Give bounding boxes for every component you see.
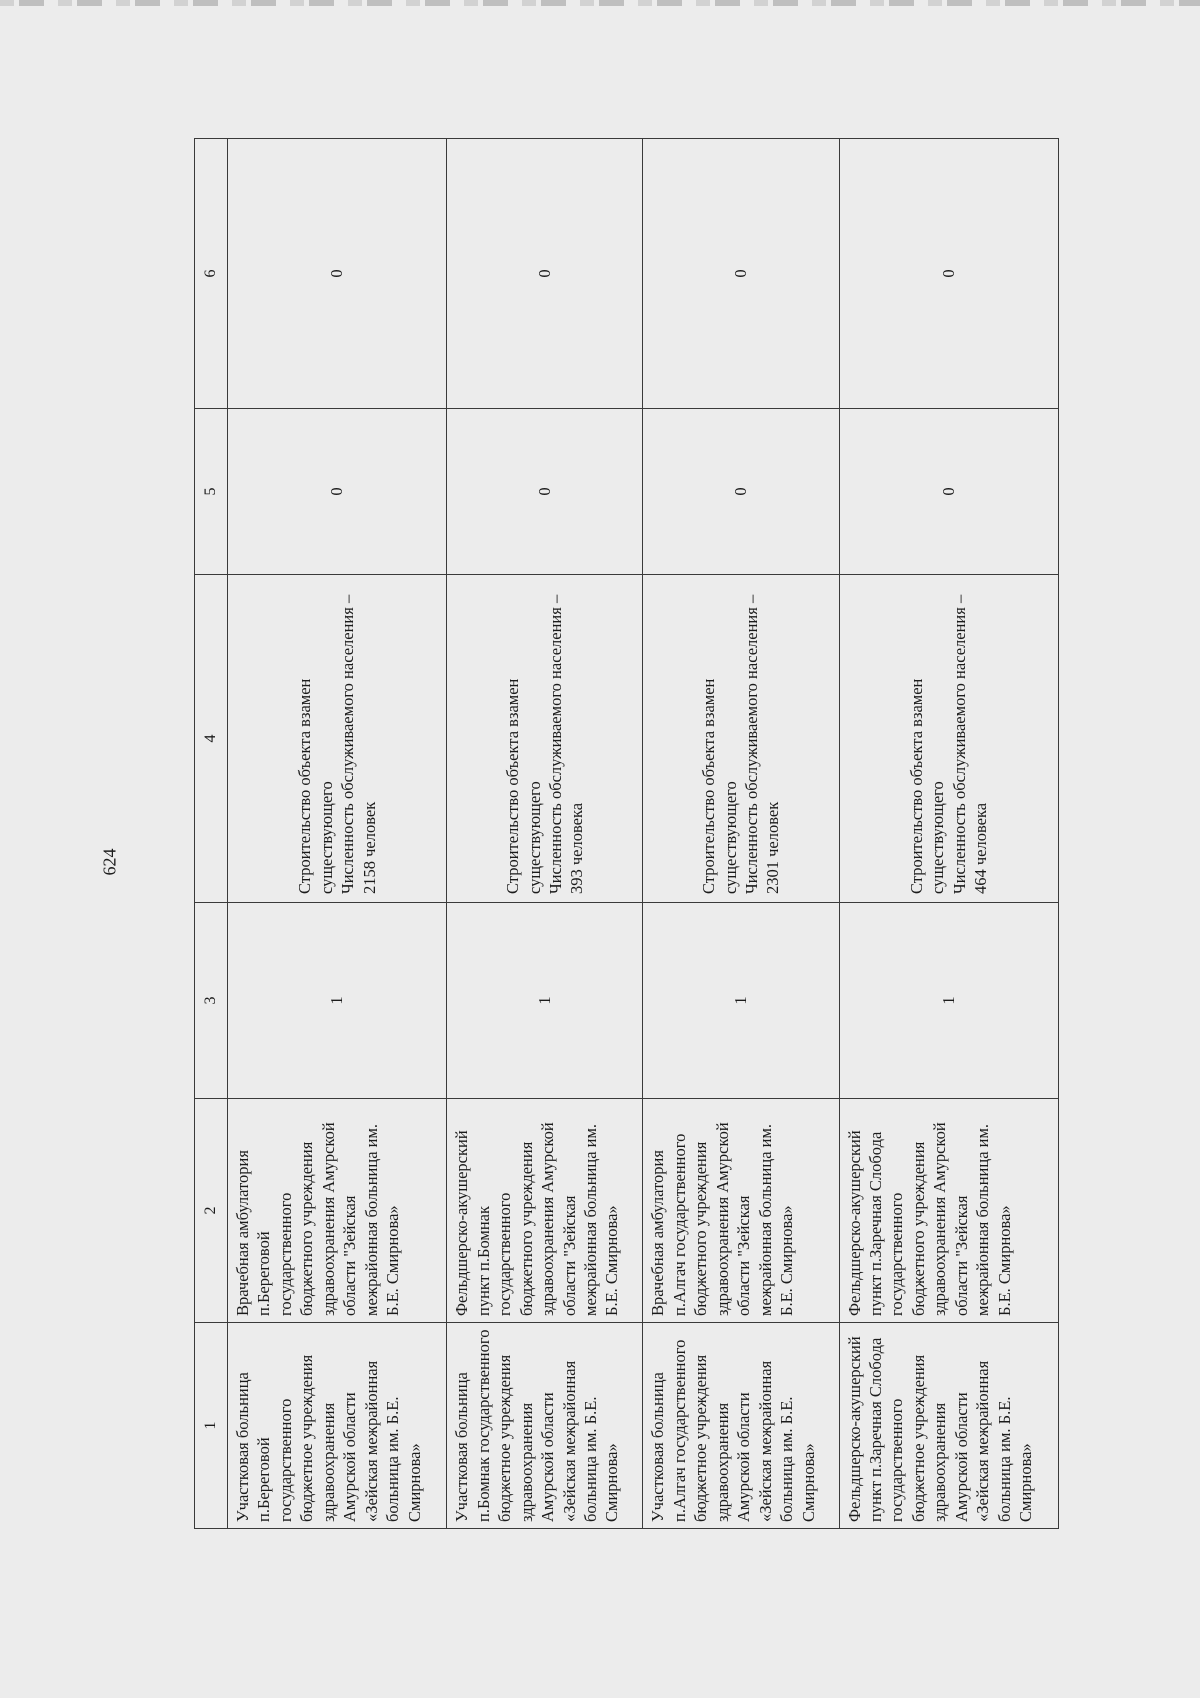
value-cell: 0	[839, 139, 1058, 409]
column-header: 2	[195, 1099, 228, 1323]
value-cell: 0	[643, 409, 839, 575]
description-cell	[228, 575, 447, 903]
description-line: Численность обслуживаемого населения – 393 человека	[545, 594, 587, 894]
value-cell: 0	[228, 409, 447, 575]
description-cell	[839, 575, 1058, 903]
scan-edge-artifact	[0, 0, 1200, 6]
facility-name-cell: Участковая больница п.Бомнак государственного бюджетное учреждения здравоохранения Амурской области «Зейская межрайонная больница им. Б.Е. Смирнова»	[447, 1323, 643, 1529]
facility-name-cell: Участковая больница п.Береговой государственного бюджетное учреждения здравоохранения Амурской области «Зейская межрайонная больница им. Б.Е. Смирнова»	[228, 1323, 447, 1529]
new-facility-name-cell: Фельдшерско-акушерский пункт п.Бомнак государственного бюджетного учреждения здравоохранения Амурской области "Зейская межрайонная больница им. Б.Е. Смирнова»	[447, 1099, 643, 1323]
value-cell: 0	[447, 409, 643, 575]
description-line: Численность обслуживаемого населения – 2301 человек	[742, 594, 783, 894]
table-row	[228, 139, 447, 1529]
table-header-row	[195, 139, 228, 1529]
column-header: 4	[195, 575, 228, 903]
column-header: 1	[195, 1323, 228, 1529]
column-header: 5	[195, 409, 228, 575]
description-cell	[643, 575, 839, 903]
value-cell: 0	[643, 139, 839, 409]
description-line: Численность обслуживаемого населения – 464 человека	[949, 594, 991, 894]
description-line: Строительство объекта взамен существующего	[699, 678, 740, 894]
description-line: Строительство объекта взамен существующего	[295, 678, 336, 894]
table-row	[839, 139, 1058, 1529]
page-number: 624	[99, 848, 120, 876]
facility-name-cell: Участковая больница п.Алгач государственного бюджетное учреждения здравоохранения Амурской области «Зейская межрайонная больница им. Б.Е. Смирнова»	[643, 1323, 839, 1529]
new-facility-name-cell: Врачебная амбулатория п.Алгач государственного бюджетного учреждения здравоохранения Амурской области "Зейская межрайонная больница им. Б.Е. Смирнова»	[643, 1099, 839, 1323]
count-cell: 1	[643, 903, 839, 1099]
table-row	[643, 139, 839, 1529]
value-cell: 0	[447, 139, 643, 409]
rotated-table-container	[194, 139, 1059, 1529]
facility-name-cell: Фельдшерско-акушерский пункт п.Заречная Слобода государственного бюджетное учреждения здравоохранения Амурской области «Зейская межрайонная больница им. Б.Е. Смирнова»	[839, 1323, 1058, 1529]
value-cell: 0	[839, 409, 1058, 575]
description-cell	[447, 575, 643, 903]
data-table	[194, 138, 1059, 1529]
column-header: 3	[195, 903, 228, 1099]
new-facility-name-cell: Врачебная амбулатория п.Береговой государственного бюджетного учреждения здравоохранения Амурской области "Зейская межрайонная больница им. Б.Е. Смирнова»	[228, 1099, 447, 1323]
value-cell: 0	[228, 139, 447, 409]
count-cell: 1	[228, 903, 447, 1099]
description-line: Численность обслуживаемого населения – 2158 человек	[338, 594, 379, 894]
new-facility-name-cell: Фельдшерско-акушерский пункт п.Заречная Слобода государственного бюджетного учреждения здравоохранения Амурской области "Зейская межрайонная больница им. Б.Е. Смирнова»	[839, 1099, 1058, 1323]
count-cell: 1	[447, 903, 643, 1099]
count-cell: 1	[839, 903, 1058, 1099]
column-header: 6	[195, 139, 228, 409]
description-line: Строительство объекта взамен существующего	[503, 678, 544, 894]
table-row	[447, 139, 643, 1529]
description-line: Строительство объекта взамен существующего	[906, 678, 948, 894]
